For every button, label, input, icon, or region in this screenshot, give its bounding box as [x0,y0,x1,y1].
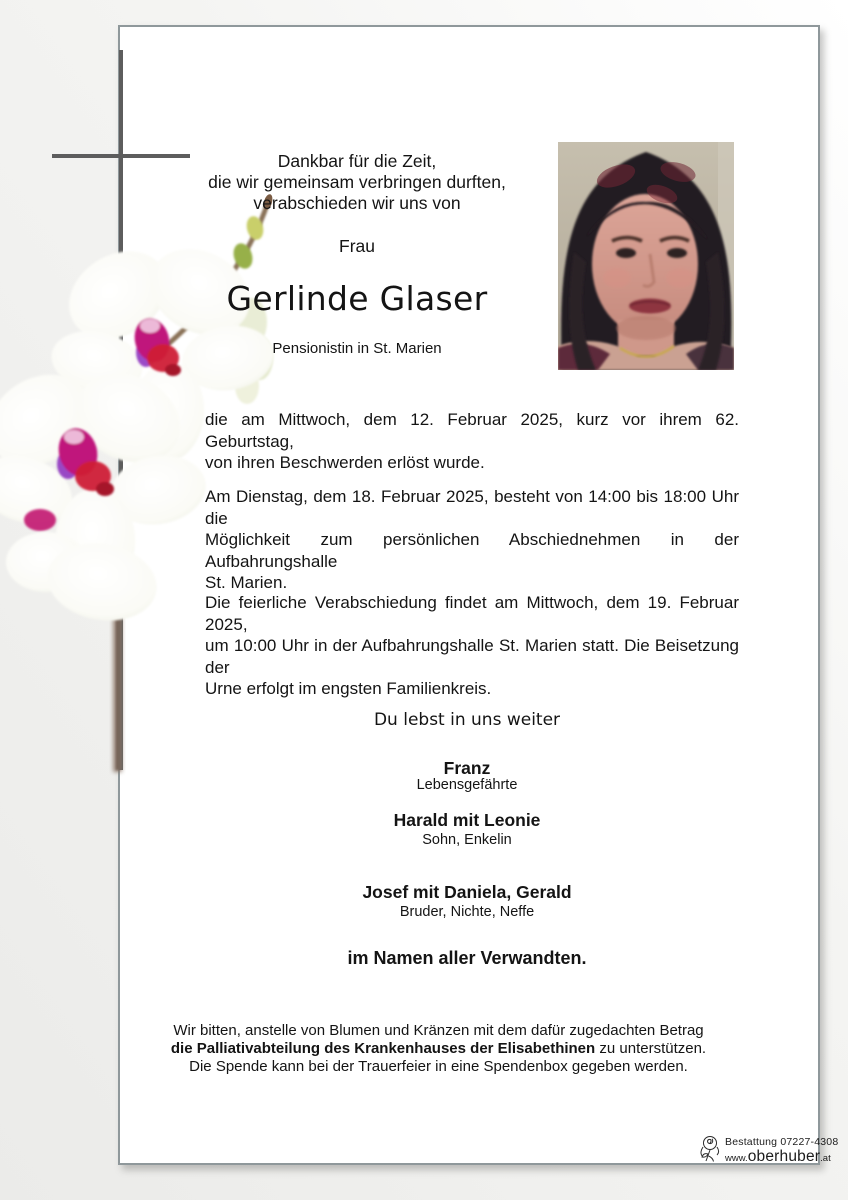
mourner-name: Josef mit Daniela, Gerald [362,882,572,902]
intro-line: Dankbar für die Zeit, [277,151,437,171]
intro-line: verabschieden wir uns von [253,193,461,213]
donation-note [140,1022,737,1075]
paragraph-line: von ihren Beschwerden erlöst wurde. [205,453,485,472]
paragraph-line: St. Marien. [205,573,288,592]
funeral-home-logo [698,1134,838,1167]
website-tld: .at [820,1153,831,1164]
mourner-role: Bruder, Nichte, Neffe [399,904,535,920]
deceased-subtitle: Pensionistin in St. Marien [272,340,442,357]
paragraph-line: die am Mittwoch, dem 12. Februar 2025, kurz vor ihrem 62. Geburtstag, [205,410,739,451]
salutation: Frau [339,236,375,256]
paragraph-line: Die feierliche Verabschiedung findet am Mittwoch, dem 19. Februar 2025, [205,593,739,634]
farewell-paragraph [205,592,739,700]
donation-line-rest: zu unterstützen. [595,1039,707,1057]
closing-text: im Namen aller Verwandten. [347,948,587,968]
death-notice-paragraph [205,409,739,474]
funeral-home-phone: Bestattung 07227-4308 [725,1136,839,1148]
intro-line: die wir gemeinsam verbringen durften, [208,172,506,192]
paragraph-line: Möglichkeit zum persönlichen Abschiednehmen in der Aufbahrungshalle [205,530,739,571]
rose-sketch-icon [698,1134,722,1167]
portrait-photo [558,142,734,375]
mourner-role: Lebensgefährte [416,777,518,793]
mourner-name: Franz [443,758,491,778]
website-name: oberhuber [747,1148,821,1165]
mourner-name: Harald mit Leonie [393,810,541,830]
donation-line [140,1040,737,1058]
viewing-paragraph [205,486,739,594]
paragraph-line: um 10:00 Uhr in der Aufbahrungshalle St. Marien statt. Die Beisetzung der [205,636,739,677]
donation-line: Die Spende kann bei der Trauerfeier in eine Spendenbox gegeben werden. [189,1057,688,1075]
donation-recipient: die Palliativabteilung des Krankenhauses der Elisabethinen [170,1039,596,1057]
intro-text [140,151,574,214]
deceased-name: Gerlinde Glaser [226,279,488,318]
funeral-home-website [725,1149,838,1165]
motto-text: Du lebst in uns weiter [373,710,561,730]
website-prefix: www. [725,1153,748,1164]
funeral-home-text [725,1134,838,1165]
donation-line: Wir bitten, anstelle von Blumen und Kränzen mit dem dafür zugedachten Betrag [173,1022,704,1039]
paragraph-line: Am Dienstag, dem 18. Februar 2025, besteht von 14:00 bis 18:00 Uhr die [205,487,739,528]
mourner-role: Sohn, Enkelin [422,832,512,848]
paragraph-line: Urne erfolgt im engsten Familienkreis. [205,679,492,698]
